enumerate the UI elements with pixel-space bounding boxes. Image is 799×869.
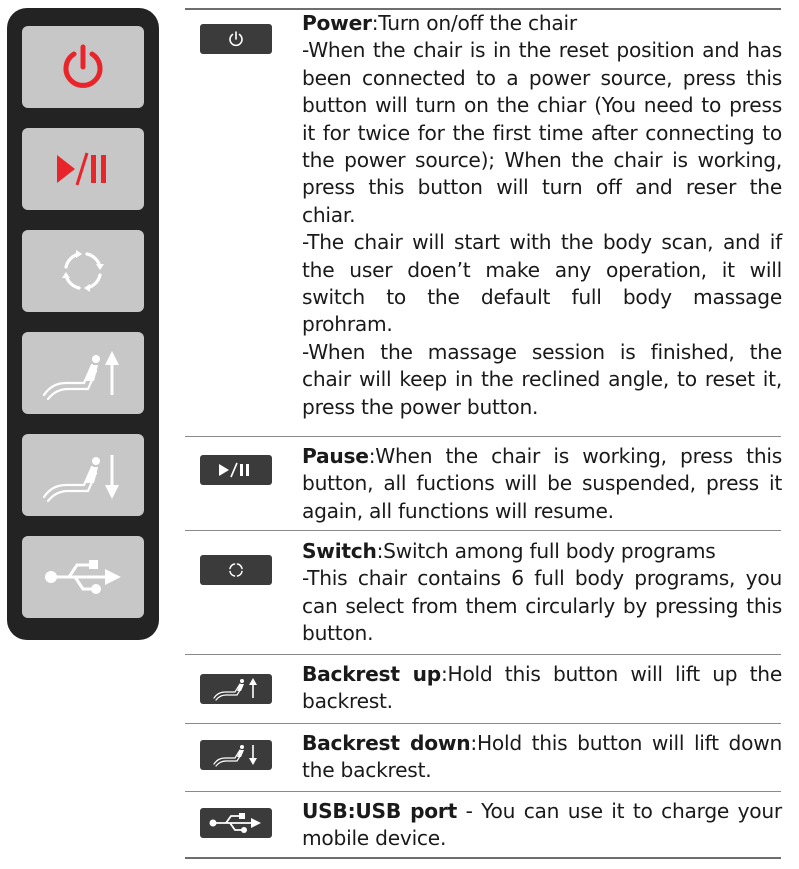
backrest-up-button-icon <box>200 674 272 704</box>
backrest-down-icon <box>210 742 262 768</box>
power-title: Power <box>302 11 372 35</box>
remote-play-pause-button[interactable] <box>22 128 144 210</box>
power-icon <box>58 42 108 92</box>
power-line-1: -When the chair is in the reset position and has been connected to a power source, press this button will turn on the chiar (You need to press it for twice for the first time after connecting to the power source); When the chair is working, press this button will turn off and reser the chiar. <box>302 38 782 227</box>
row-divider <box>185 723 781 724</box>
usb-port-icon <box>200 808 272 838</box>
backrest-up-title: Backrest up <box>302 662 441 686</box>
usb-description <box>302 798 782 853</box>
pause-title: Pause <box>302 444 369 468</box>
power-line-3: -When the massage session is finished, the chair will keep in the reclined angle, to reset it, press the power button. <box>302 339 782 419</box>
switch-line-1: -This chair contains 6 full body programs, you can select from them circularly by pressing this button. <box>302 566 782 646</box>
remote-usb-button[interactable] <box>22 536 144 618</box>
backrest-up-lead: Hold this button will lift up the backrest. <box>302 662 782 714</box>
pause-lead: When the chair is working, press this button, all fuctions will be suspended, press it again, all functions will resume. <box>302 444 782 523</box>
power-line-2: -The chair will start with the body scan, and if the user doen’t make any operation, it will switch to the default full body massage prohram. <box>302 230 782 337</box>
usb-title: USB:USB port <box>302 799 458 823</box>
usb-lead: - You can use it to charge your mobile device. <box>302 799 782 851</box>
backrest-down-icon <box>38 445 128 505</box>
switch-cycle-icon <box>227 561 245 579</box>
table-bottom-rule <box>185 857 781 859</box>
pause-description: Pause:When the chair is working, press this button, all fuctions will be suspended, press it again, all functions will resume. <box>302 444 782 523</box>
backrest-up-icon <box>38 343 128 403</box>
backrest-down-lead: Hold this button will lift down the backrest. <box>302 731 782 783</box>
switch-cycle-icon <box>58 246 108 296</box>
play-pause-icon <box>215 461 257 479</box>
backrest-up-description: Backrest up:Hold this button will lift up the backrest. <box>302 662 782 714</box>
backrest-down-description: Backrest down:Hold this button will lift down the backrest. <box>302 731 782 783</box>
power-icon <box>227 30 245 48</box>
row-divider <box>185 436 781 437</box>
switch-button-icon <box>200 555 272 585</box>
backrest-up-icon <box>210 676 262 702</box>
remote-control-panel <box>7 8 159 640</box>
play-pause-icon <box>51 149 115 189</box>
power-lead: Turn on/off the chair <box>378 11 577 35</box>
row-divider <box>185 530 781 531</box>
switch-title: Switch <box>302 539 377 563</box>
backrest-down-button-icon <box>200 740 272 770</box>
switch-description: Switch:Switch among full body programs -This chair contains 6 full body programs, you can select from them circularly by pressing this button. <box>302 538 782 648</box>
remote-power-button[interactable] <box>22 26 144 108</box>
power-description: Power:Turn on/off the chair -When the chair is in the reset position and has been connected to a power source, press this button will turn on the chiar (You need to press it for twice for the first time after connecting to the power source); When the chair is working, press this button will turn off and reser the chiar. -The chair will start with the body scan, and if the user doen’t make any operation, it will switch to the default full body massage prohram. -When the massage session is finished, the chair will keep in the reclined angle, to reset it, press the power button. <box>302 10 782 421</box>
usb-icon <box>206 811 266 835</box>
row-divider <box>185 654 781 655</box>
switch-lead: Switch among full body programs <box>383 539 716 563</box>
row-divider <box>185 791 781 792</box>
usb-icon <box>41 557 125 597</box>
power-button-icon <box>200 24 272 54</box>
remote-backrest-up-button[interactable] <box>22 332 144 414</box>
backrest-down-title: Backrest down <box>302 731 471 755</box>
remote-backrest-down-button[interactable] <box>22 434 144 516</box>
pause-button-icon <box>200 455 272 485</box>
remote-switch-button[interactable] <box>22 230 144 312</box>
